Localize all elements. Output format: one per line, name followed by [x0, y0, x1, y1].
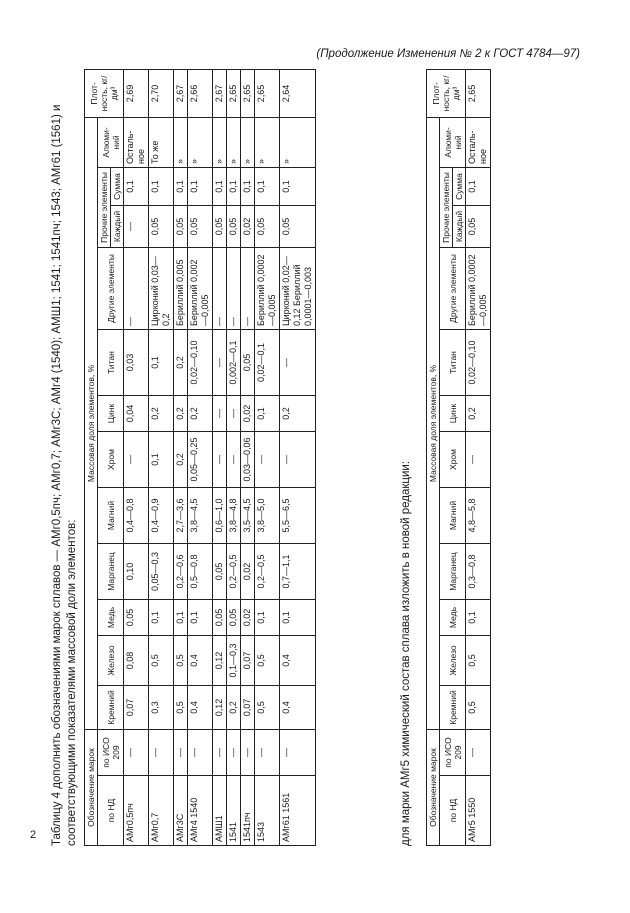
cell-sum: 0,1: [213, 168, 227, 206]
cell-mg: 0,4—0,9: [149, 488, 174, 544]
cell-ti: 0,1: [149, 330, 174, 396]
cell-fe: 0,5: [174, 636, 188, 686]
cell-sum: 0,1: [466, 168, 491, 206]
cell-ti: 0,02—0,1: [255, 330, 280, 396]
cell-zn: —: [227, 396, 241, 432]
cell-mg: 4,8—5,8: [466, 488, 491, 544]
cell-iso: —: [174, 730, 188, 776]
cell-ti: 0,2: [174, 330, 188, 396]
cell-cr: 0,1: [149, 432, 174, 488]
cell-si: 0,07: [124, 686, 149, 730]
designation-header: Обозначение марок: [85, 730, 98, 846]
cell-iso: —: [227, 730, 241, 776]
cell-mn: 0,10: [124, 544, 149, 600]
cell-nd: АМг4 1540: [188, 776, 213, 846]
cell-fe: 0,1—0,3: [227, 636, 241, 686]
cell-cr: —: [124, 432, 149, 488]
cell-density: 2,65: [227, 69, 241, 117]
cell-mn: 0,5—0,8: [188, 544, 213, 600]
table-row: [124, 69, 149, 845]
cell-other-el: Бериллий 0,0002—0,005: [466, 248, 491, 330]
cell-cr: —: [466, 432, 491, 488]
cell-sum: 0,1: [149, 168, 174, 206]
cell-ti: 0,002—0,1: [227, 330, 241, 396]
other-header: Прочие элементы: [98, 168, 111, 248]
cell-si: 0,2: [227, 686, 241, 730]
cell-cr: 0,03—0,06: [241, 432, 255, 488]
cell-sum: 0,1: [174, 168, 188, 206]
cell-density: 2,69: [124, 69, 149, 117]
al-header: Алюми-ний: [440, 117, 466, 167]
table-row: [255, 69, 280, 845]
si-header: Кремний: [98, 686, 124, 730]
cell-zn: 0,2: [174, 396, 188, 432]
cell-cr: —: [227, 432, 241, 488]
cell-cu: 0,05: [213, 600, 227, 636]
cell-al: »: [255, 117, 280, 167]
cell-al: »: [213, 117, 227, 167]
cell-nd: АМг3С: [174, 776, 188, 846]
nd-header: по НД: [98, 776, 124, 846]
cell-cr: 0,05—0,25: [188, 432, 213, 488]
cell-zn: 0,1: [255, 396, 280, 432]
mass-fraction-header: Массовая доля элементов, %: [85, 117, 98, 729]
cell-si: 0,4: [188, 686, 213, 730]
cell-nd: 1543: [255, 776, 280, 846]
cell-density: 2,67: [213, 69, 227, 117]
cell-al: »: [280, 117, 316, 167]
cell-density: 2,65: [241, 69, 255, 117]
cell-si: 0,5: [174, 686, 188, 730]
cell-sum: 0,1: [280, 168, 316, 206]
cell-each: 0,02: [241, 206, 255, 248]
cell-fe: 0,07: [241, 636, 255, 686]
table-row: [188, 69, 213, 845]
cell-each: 0,05: [174, 206, 188, 248]
cell-density: 2,70: [149, 69, 174, 117]
cell-mg: 3,8—4,8: [227, 488, 241, 544]
cell-fe: 0,4: [188, 636, 213, 686]
zn-header: Цинк: [440, 396, 466, 432]
ti-header: Титан: [98, 330, 124, 396]
ti-header: Титан: [440, 330, 466, 396]
cell-nd: АМг0,5пч: [124, 776, 149, 846]
cell-cr: 0,2: [174, 432, 188, 488]
cell-ti: 0,02—0,10: [188, 330, 213, 396]
table2-body: [466, 69, 491, 845]
cell-mg: 3,8—5,0: [255, 488, 280, 544]
mass-fraction-header: Массовая доля элементов, %: [427, 117, 440, 729]
iso-header: по ИСО 209: [98, 730, 124, 776]
other-header: Прочие элементы: [440, 168, 453, 248]
cell-cu: 0,05: [124, 600, 149, 636]
cell-zn: —: [213, 396, 227, 432]
cell-fe: 0,4: [280, 636, 316, 686]
cell-mg: 3,8—4,5: [188, 488, 213, 544]
cell-mg: 0,4—0,8: [124, 488, 149, 544]
cu-header: Медь: [98, 600, 124, 636]
cell-zn: 0,02: [241, 396, 255, 432]
cell-density: 2,65: [466, 69, 491, 117]
fe-header: Железо: [440, 636, 466, 686]
cell-al: Осталь-ное: [124, 117, 149, 167]
sum-header: Сумма: [453, 168, 466, 206]
rotated-content: [50, 26, 620, 846]
cell-other-el: —: [213, 248, 227, 330]
second-intro-text: для марки АМг5 химический состав сплава изложить в новой редакции:: [400, 460, 412, 846]
cell-mn: 0,2—0,6: [174, 544, 188, 600]
cell-zn: 0,04: [124, 396, 149, 432]
cell-cu: 0,1: [188, 600, 213, 636]
cell-zn: 0,2: [466, 396, 491, 432]
cell-sum: 0,1: [188, 168, 213, 206]
cell-density: 2,67: [174, 69, 188, 117]
cell-each: 0,05: [213, 206, 227, 248]
cell-sum: 0,1: [124, 168, 149, 206]
cell-iso: —: [124, 730, 149, 776]
cell-each: —: [124, 206, 149, 248]
cell-al: »: [241, 117, 255, 167]
cell-ti: 0,03: [124, 330, 149, 396]
cell-fe: 0,5: [149, 636, 174, 686]
cell-iso: —: [188, 730, 213, 776]
cell-cu: 0,1: [466, 600, 491, 636]
cell-al: »: [174, 117, 188, 167]
cell-cu: 0,1: [280, 600, 316, 636]
table1-body: [124, 69, 316, 845]
cell-ti: —: [213, 330, 227, 396]
cell-density: 2,66: [188, 69, 213, 117]
mn-header: Марганец: [440, 544, 466, 600]
cell-nd: 1541: [227, 776, 241, 846]
cell-fe: 0,5: [255, 636, 280, 686]
cell-al: То же: [149, 117, 174, 167]
cell-other-el: —: [241, 248, 255, 330]
cell-iso: —: [255, 730, 280, 776]
cell-cr: —: [255, 432, 280, 488]
intro-text: Таблицу 4 дополнить обозначениями марок сплавов — АМг0,5пч; АМг0,7; АМг3С; АМг4 (1540); АМШ1; 1541; 1541пч; 1543; АМг61 (1561) и соответствующими показателями массовой доли элементов:: [51, 104, 78, 846]
designation-header: Обозначение марок: [427, 730, 440, 846]
cell-each: 0,05: [227, 206, 241, 248]
cell-nd: АМг5 1550: [466, 776, 491, 846]
cell-mn: 0,05—0,3: [149, 544, 174, 600]
cell-each: 0,05: [255, 206, 280, 248]
cell-nd: АМШ1: [213, 776, 227, 846]
cell-other-el: Цирконий 0,02—0,12 Бериллий 0,0001—0,003: [280, 248, 316, 330]
cell-mg: 2,7—3,6: [174, 488, 188, 544]
cell-al: Осталь-ное: [466, 117, 491, 167]
cell-al: »: [188, 117, 213, 167]
alloy-table-2: [426, 69, 491, 846]
cell-each: 0,05: [280, 206, 316, 248]
cell-density: 2,65: [255, 69, 280, 117]
header-note: (Продолжение Изменения № 2 к ГОСТ 4784—97): [316, 48, 580, 60]
density-header: Плот-ность, кг/дм³: [427, 69, 466, 117]
cell-fe: 0,5: [466, 636, 491, 686]
cell-nd: АМг0,7: [149, 776, 174, 846]
cell-zn: 0,2: [188, 396, 213, 432]
page-number: 2: [30, 829, 37, 841]
iso-header: по ИСО 209: [440, 730, 466, 776]
cell-mn: 0,3—0,8: [466, 544, 491, 600]
cell-mg: 0,6—1,0: [213, 488, 227, 544]
cell-si: 0,4: [280, 686, 316, 730]
cell-each: 0,05: [149, 206, 174, 248]
cell-ti: 0,05: [241, 330, 255, 396]
each-header: Каждый: [111, 206, 124, 248]
cell-mn: 0,7—1,1: [280, 544, 316, 600]
cell-ti: 0,02—0,10: [466, 330, 491, 396]
table-row: [227, 69, 241, 845]
cr-header: Хром: [98, 432, 124, 488]
cell-iso: —: [280, 730, 316, 776]
cell-iso: —: [466, 730, 491, 776]
cell-si: 0,3: [149, 686, 174, 730]
cell-iso: —: [213, 730, 227, 776]
alloy-table-1: [84, 69, 316, 846]
cell-other-el: Бериллий 0,005: [174, 248, 188, 330]
cell-mg: 5,5—6,5: [280, 488, 316, 544]
cell-nd: АМг61 1561: [280, 776, 316, 846]
cell-other-el: Бериллий 0,0002—0,005: [255, 248, 280, 330]
cell-nd: 1541пч: [241, 776, 255, 846]
cell-mn: 0,02: [241, 544, 255, 600]
table-row: [213, 69, 227, 845]
cell-fe: 0,12: [213, 636, 227, 686]
sum-header: Сумма: [111, 168, 124, 206]
cell-cu: 0,1: [174, 600, 188, 636]
cell-fe: 0,08: [124, 636, 149, 686]
cell-cr: —: [280, 432, 316, 488]
fe-header: Железо: [98, 636, 124, 686]
other-elements-header: Другие элементы: [440, 248, 466, 330]
cell-mg: 3,5—4,5: [241, 488, 255, 544]
zn-header: Цинк: [98, 396, 124, 432]
cell-si: 0,5: [466, 686, 491, 730]
cell-other-el: Цирконий 0,03—0,2: [149, 248, 174, 330]
cell-each: 0,05: [466, 206, 491, 248]
cell-other-el: Бериллий 0,002—0,005: [188, 248, 213, 330]
each-header: Каждый: [453, 206, 466, 248]
cr-header: Хром: [440, 432, 466, 488]
cell-cu: 0,05: [227, 600, 241, 636]
cell-zn: 0,2: [280, 396, 316, 432]
cell-si: 0,07: [241, 686, 255, 730]
cell-mn: 0,2—0,5: [255, 544, 280, 600]
table-row: [466, 69, 491, 845]
cell-density: 2,64: [280, 69, 316, 117]
cell-iso: —: [149, 730, 174, 776]
table-row: [174, 69, 188, 845]
cell-each: 0,05: [188, 206, 213, 248]
cell-ti: —: [280, 330, 316, 396]
cell-mn: 0,2—0,5: [227, 544, 241, 600]
si-header: Кремний: [440, 686, 466, 730]
cell-al: »: [227, 117, 241, 167]
cell-sum: 0,1: [255, 168, 280, 206]
cell-mn: 0,05: [213, 544, 227, 600]
cell-si: 0,12: [213, 686, 227, 730]
table-row: [149, 69, 174, 845]
nd-header: по НД: [440, 776, 466, 846]
table-row: [280, 69, 316, 845]
cell-cu: 0,1: [255, 600, 280, 636]
cell-si: 0,5: [255, 686, 280, 730]
mg-header: Магний: [440, 488, 466, 544]
cell-zn: 0,2: [149, 396, 174, 432]
cell-cu: 0,02: [241, 600, 255, 636]
cell-other-el: —: [227, 248, 241, 330]
mn-header: Марганец: [98, 544, 124, 600]
cell-sum: 0,1: [241, 168, 255, 206]
table-row: [241, 69, 255, 845]
cu-header: Медь: [440, 600, 466, 636]
cell-iso: —: [241, 730, 255, 776]
mg-header: Магний: [98, 488, 124, 544]
cell-cr: —: [213, 432, 227, 488]
cell-sum: 0,1: [227, 168, 241, 206]
al-header: Алюми-ний: [98, 117, 124, 167]
cell-cu: 0,1: [149, 600, 174, 636]
other-elements-header: Другие элементы: [98, 248, 124, 330]
cell-other-el: —: [124, 248, 149, 330]
density-header: Плот-ность, кг/дм³: [85, 69, 124, 117]
